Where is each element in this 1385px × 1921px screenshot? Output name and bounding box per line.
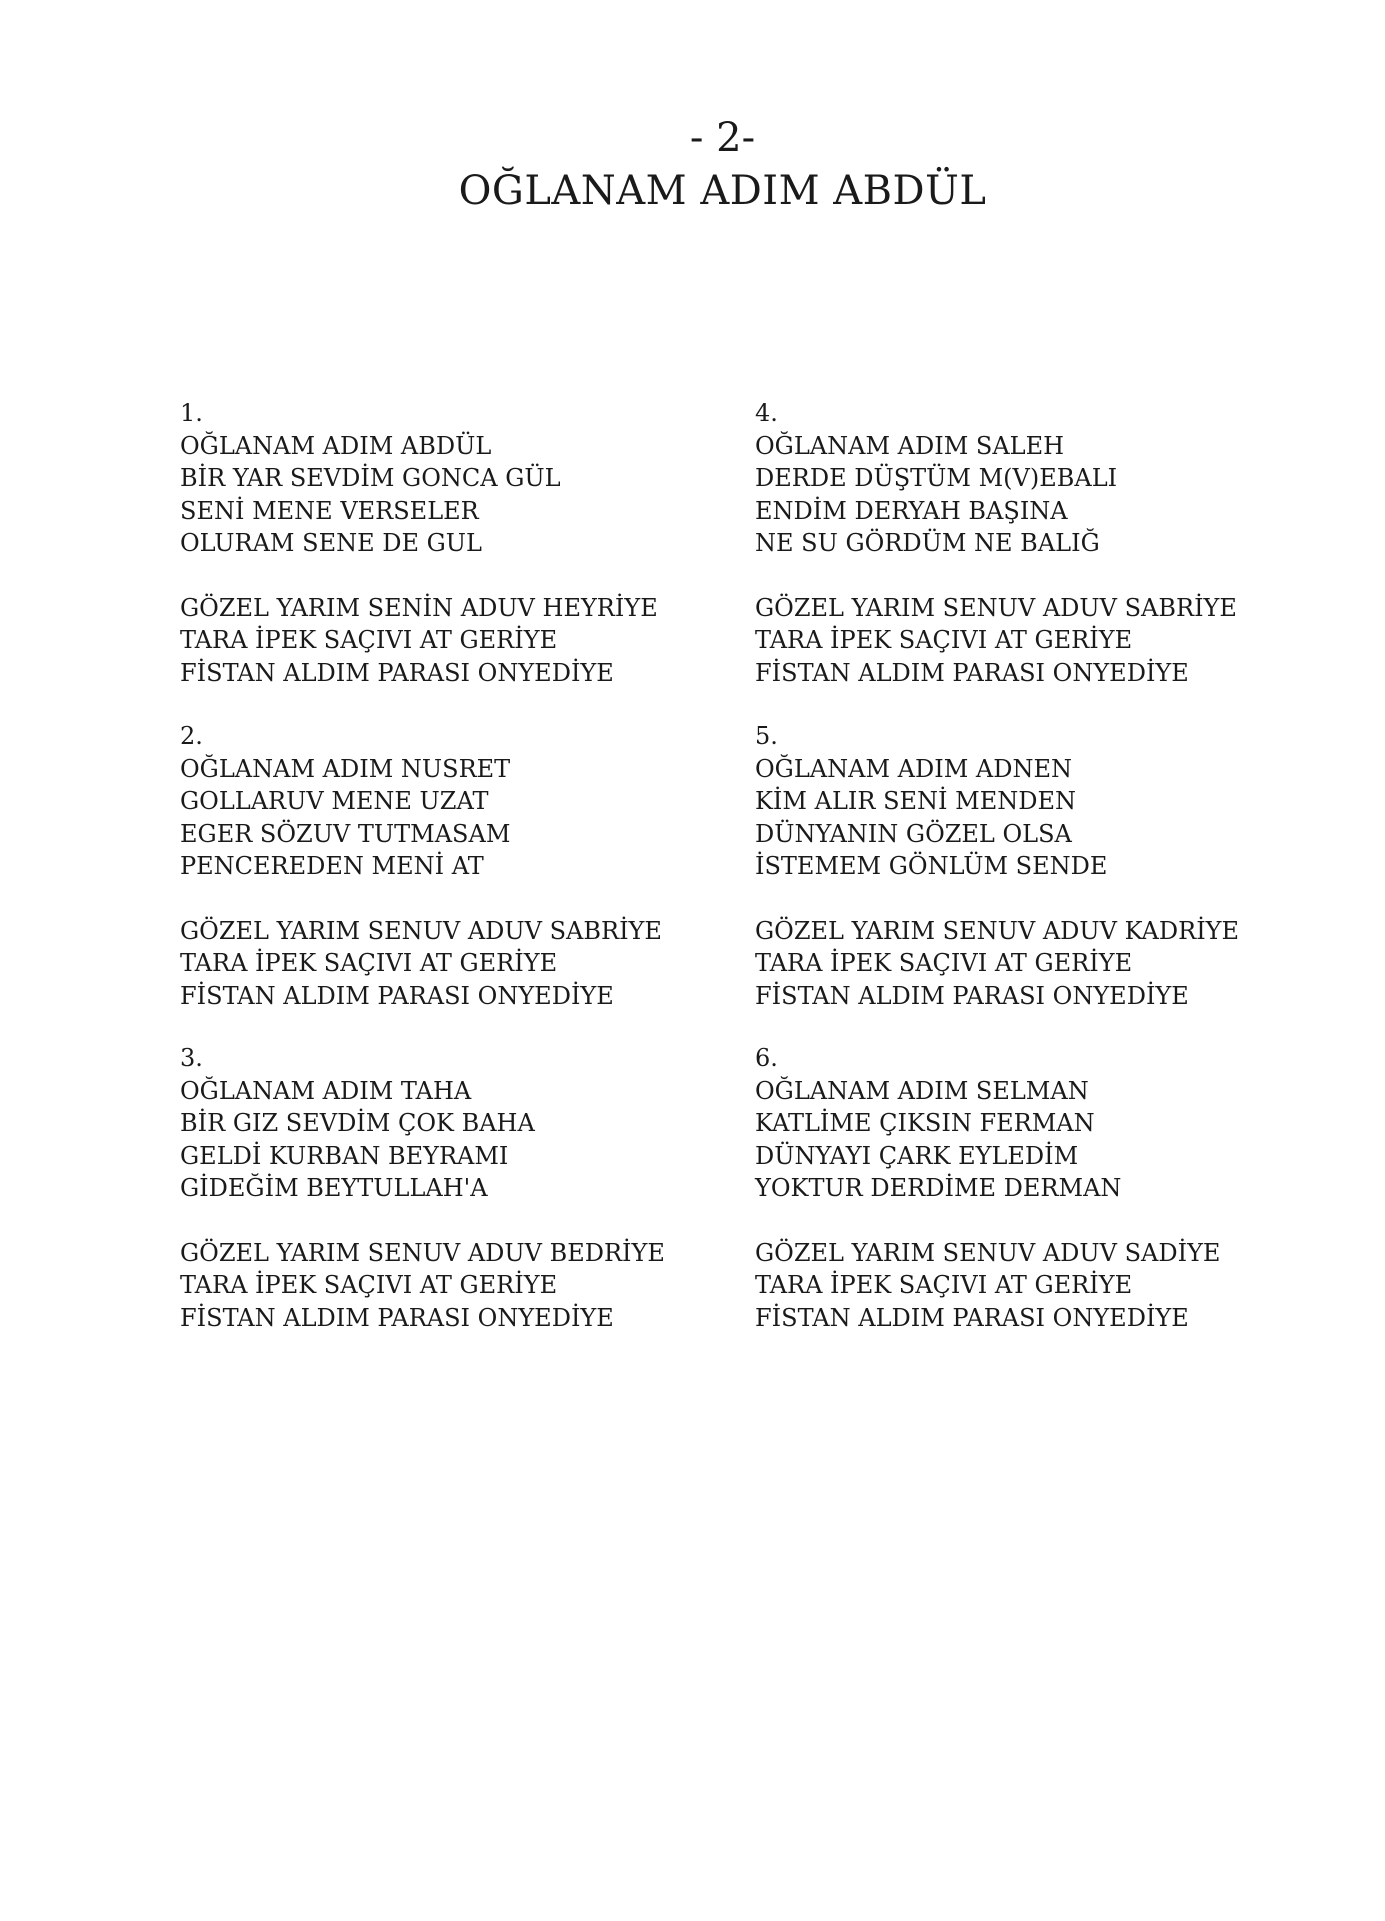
verse-number: 6.	[755, 1044, 778, 1072]
verse-4	[755, 397, 1275, 689]
page-number: - 2-	[689, 115, 756, 161]
verse-line: OĞLANAM ADIM ADNEN	[755, 754, 1073, 783]
verse-line: SENİ MENE VERSELER	[180, 496, 479, 525]
verse-number: 2.	[180, 722, 203, 750]
verse-line: OLURAM SENE DE GUL	[180, 529, 482, 557]
chorus-line: FİSTAN ALDIM PARASI ONYEDİYE	[180, 1303, 614, 1332]
verse-line: GOLLARUV MENE UZAT	[180, 787, 489, 815]
chorus-line: GÖZEL YARIM SENİN ADUV HEYRİYE	[180, 593, 658, 622]
chorus-line: TARA İPEK SAÇIVI AT GERİYE	[180, 949, 558, 977]
verse-line: OĞLANAM ADIM SALEH	[755, 431, 1065, 460]
verse-line: PENCEREDEN MENİ AT	[180, 852, 484, 880]
verse-line: OĞLANAM ADIM SELMAN	[755, 1076, 1089, 1105]
verse-line: BİR YAR SEVDİM GONCA GÜL	[180, 464, 561, 492]
chorus-line: TARA İPEK SAÇIVI AT GERİYE	[755, 949, 1133, 977]
verse-line: GİDEĞİM BEYTULLAH'A	[180, 1174, 488, 1202]
chorus-line: TARA İPEK SAÇIVI AT GERİYE	[755, 626, 1133, 654]
song-title: OĞLANAM ADIM ABDÜL	[458, 168, 987, 214]
verse-line: NE SU GÖRDÜM NE BALIĞ	[755, 529, 1100, 557]
verse-number: 1.	[180, 399, 203, 427]
verse-line: OĞLANAM ADIM ABDÜL	[180, 431, 492, 460]
verse-line: EGER SÖZUV TUTMASAM	[180, 819, 511, 848]
verse-line: BİR GIZ SEVDİM ÇOK BAHA	[180, 1109, 535, 1137]
chorus-line: GÖZEL YARIM SENUV ADUV SABRİYE	[180, 916, 662, 945]
chorus-line: GÖZEL YARIM SENUV ADUV SADİYE	[755, 1238, 1221, 1267]
verse-number: 5.	[755, 722, 778, 750]
verse-line: DERDE DÜŞTÜM M(V)EBALI	[755, 464, 1118, 492]
verse-line: ENDİM DERYAH BAŞINA	[755, 496, 1068, 525]
chorus-line: TARA İPEK SAÇIVI AT GERİYE	[180, 1271, 558, 1299]
chorus-line: FİSTAN ALDIM PARASI ONYEDİYE	[180, 981, 614, 1010]
verse-number: 4.	[755, 399, 778, 427]
verse-5	[755, 720, 1275, 1012]
verse-1	[180, 397, 700, 689]
chorus-line: FİSTAN ALDIM PARASI ONYEDİYE	[755, 1303, 1189, 1332]
verse-line: KİM ALIR SENİ MENDEN	[755, 787, 1076, 815]
verse-line: GELDİ KURBAN BEYRAMI	[180, 1141, 509, 1170]
chorus-line: GÖZEL YARIM SENUV ADUV KADRİYE	[755, 916, 1240, 945]
verse-line: OĞLANAM ADIM NUSRET	[180, 754, 511, 783]
chorus-line: TARA İPEK SAÇIVI AT GERİYE	[180, 626, 558, 654]
verse-line: DÜNYANIN GÖZEL OLSA	[755, 819, 1072, 848]
chorus-line: GÖZEL YARIM SENUV ADUV SABRİYE	[755, 593, 1237, 622]
verse-3	[180, 1042, 700, 1334]
verse-number: 3.	[180, 1044, 203, 1072]
verse-line: YOKTUR DERDİME DERMAN	[755, 1174, 1122, 1202]
verse-6	[755, 1042, 1275, 1334]
chorus-line: TARA İPEK SAÇIVI AT GERİYE	[755, 1271, 1133, 1299]
chorus-line: FİSTAN ALDIM PARASI ONYEDİYE	[180, 658, 614, 687]
chorus-line: FİSTAN ALDIM PARASI ONYEDİYE	[755, 658, 1189, 687]
chorus-line: GÖZEL YARIM SENUV ADUV BEDRİYE	[180, 1238, 665, 1267]
verse-line: DÜNYAYI ÇARK EYLEDİM	[755, 1141, 1079, 1170]
verse-line: İSTEMEM GÖNLÜM SENDE	[755, 852, 1108, 880]
verse-line: KATLİME ÇIKSIN FERMAN	[755, 1109, 1095, 1137]
verse-2	[180, 720, 700, 1012]
verse-line: OĞLANAM ADIM TAHA	[180, 1076, 472, 1105]
chorus-line: FİSTAN ALDIM PARASI ONYEDİYE	[755, 981, 1189, 1010]
